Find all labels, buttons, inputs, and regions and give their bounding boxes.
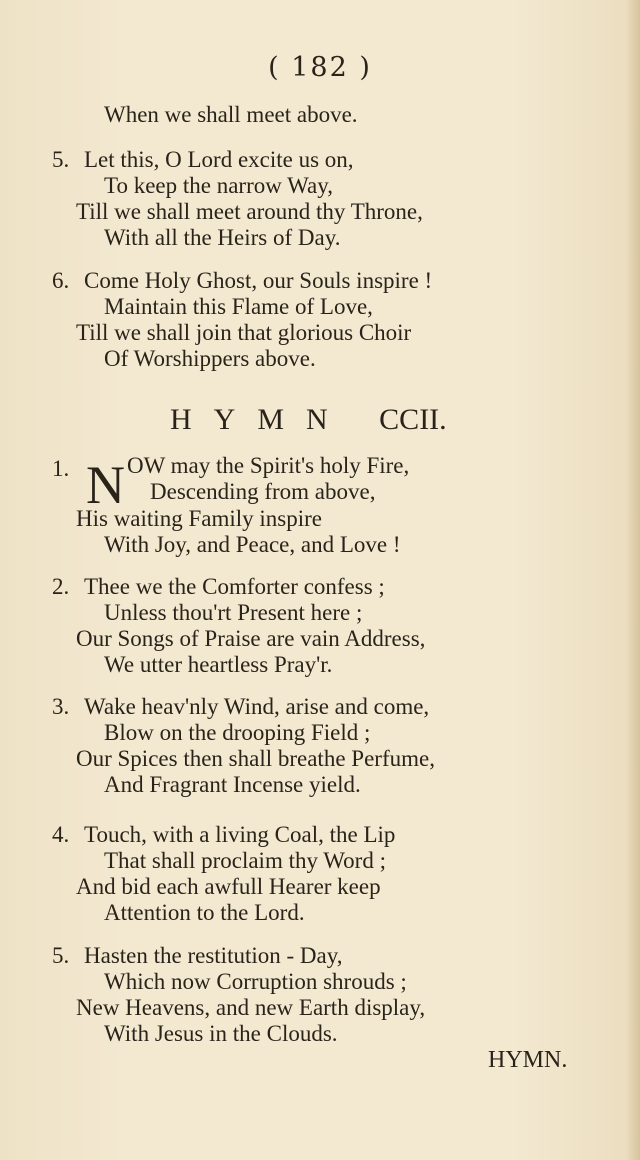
verse-line: Wake heav'nly Wind, arise and come,	[84, 694, 430, 719]
verse-line: Which now Corruption shrouds ;	[104, 969, 407, 994]
verse-number: 5.	[52, 147, 70, 172]
page-edge-shadow	[626, 0, 640, 1160]
verse-line: Till we shall meet around thy Throne,	[76, 199, 423, 224]
verse-line: To keep the narrow Way,	[104, 173, 334, 198]
verse-line: Our Spices then shall breathe Perfume,	[76, 746, 435, 771]
verse-line: Let this, O Lord excite us on,	[84, 147, 354, 172]
verse-line: OW may the Spirit's holy Fire,	[127, 453, 410, 478]
verse-line: Blow on the drooping Field ;	[104, 720, 371, 745]
verse-line: We utter heartless Pray'r.	[104, 652, 333, 677]
verse-line: With Jesus in the Clouds.	[104, 1021, 338, 1046]
verse-line: Till we shall join that glorious Choir	[76, 320, 412, 345]
verse-number: 4.	[52, 822, 70, 847]
drop-cap: N	[86, 455, 125, 515]
verse-line: Hasten the restitution - Day,	[84, 943, 343, 968]
verse-line: Maintain this Flame of Love,	[104, 294, 373, 319]
verse-line: Touch, with a living Coal, the Lip	[84, 822, 396, 847]
verse-line: Of Worshippers above.	[104, 346, 316, 371]
verse-number: 6.	[52, 268, 70, 293]
verse-line: Our Songs of Praise are vain Address,	[76, 626, 426, 651]
hymn-title-word: HYMN	[170, 403, 350, 436]
verse-line: His waiting Family inspire	[76, 506, 322, 531]
verse-line: With Joy, and Peace, and Love !	[104, 532, 401, 557]
verse-line: Attention to the Lord.	[104, 900, 305, 925]
verse-line: And Fragrant Incense yield.	[104, 772, 361, 797]
verse-number: 2.	[52, 574, 70, 599]
verse-line: New Heavens, and new Earth display,	[76, 995, 426, 1020]
hymn-title-number: CCII.	[379, 403, 447, 436]
verse-line: And bid each awfull Hearer keep	[76, 874, 381, 899]
hymn-title	[170, 403, 447, 437]
verse-number: 5.	[52, 943, 70, 968]
verse-line: Come Holy Ghost, our Souls inspire !	[84, 268, 433, 293]
verse-line: Thee we the Comforter confess ;	[84, 574, 385, 599]
catchword: HYMN.	[488, 1047, 568, 1073]
verse-number: 1.	[52, 456, 70, 481]
carryover-line: When we shall meet above.	[104, 102, 358, 127]
verse-line: Descending from above,	[150, 479, 376, 504]
verse-line: That shall proclaim thy Word ;	[104, 848, 386, 873]
verse-line: Unless thou'rt Present here ;	[104, 600, 363, 625]
verse-line: With all the Heirs of Day.	[104, 225, 341, 250]
page-number-header: ( 182 )	[268, 52, 372, 83]
verse-number: 3.	[52, 694, 70, 719]
